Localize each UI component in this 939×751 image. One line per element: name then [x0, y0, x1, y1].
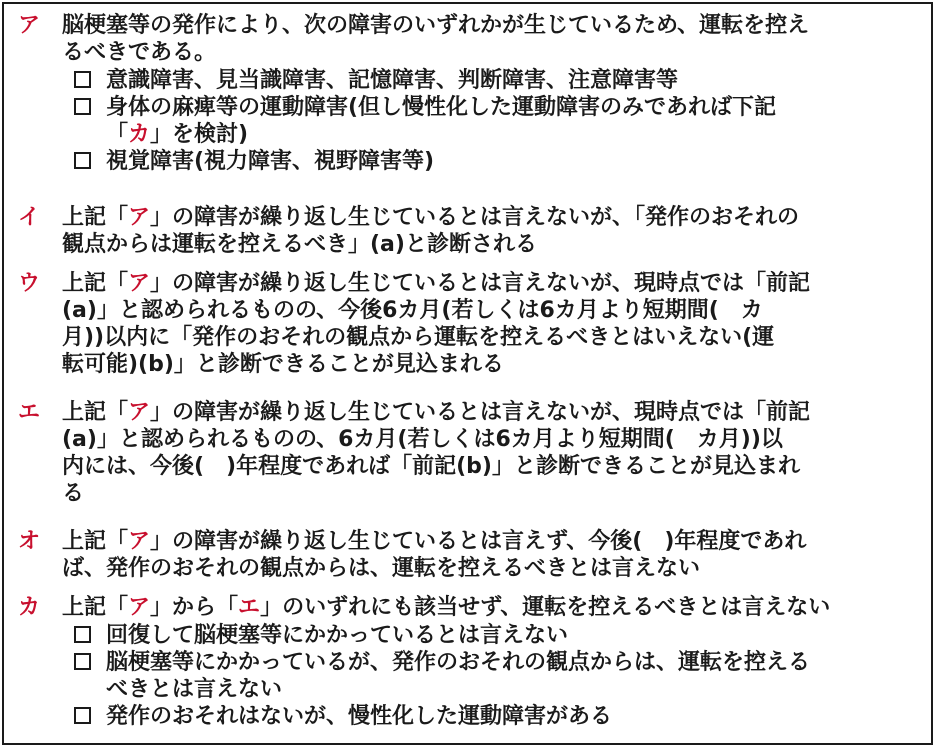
item-mark: ア — [18, 13, 41, 38]
checkbox-icon[interactable] — [74, 653, 91, 670]
item-mark: カ — [18, 595, 41, 620]
item-a — [18, 12, 921, 175]
ref-a: ア — [128, 595, 151, 620]
item-text-line: るべきである。 — [62, 40, 217, 65]
item-ka — [18, 594, 921, 730]
ref-ka: カ — [128, 122, 151, 147]
item-text-line: 脳梗塞等の発作により、次の障害のいずれかが生じているため、運転を控え — [62, 13, 810, 38]
text-prefix: 上記「 — [62, 595, 129, 620]
checklist-item-label: 脳梗塞等にかかっているが、発作のおそれの観点からは、運転を控える — [106, 650, 811, 675]
checkbox-icon[interactable] — [74, 152, 91, 169]
item-text-line: 転可能)(b)」と診断できることが見込まれる — [62, 352, 504, 377]
text-prefix: 上記「 — [62, 400, 129, 425]
checklist — [74, 67, 921, 175]
item-text-line — [62, 594, 921, 621]
ref-a: ア — [128, 529, 151, 554]
item-text-line — [62, 270, 921, 297]
text-rest: 」の障害が繰り返し生じているとは言えないが、「発作のおそれの — [150, 205, 800, 230]
checklist-item[interactable] — [74, 94, 921, 148]
checkbox-icon[interactable] — [74, 71, 91, 88]
text-rest: 」のいずれにも該当せず、運転を控えるべきとは言えない — [260, 595, 831, 620]
text-rest: 」の障害が繰り返し生じているとは言えないが、現時点では「前記 — [150, 400, 811, 425]
item-text-line: (a)」と認められるものの、今後6カ月(若しくは6カ月より短期間( カ — [62, 298, 763, 323]
checklist-item-label: 身体の麻痺等の運動障害(但し慢性化した運動障害のみであれば下記 — [106, 95, 777, 120]
ref-tail: 」を検討) — [150, 122, 249, 147]
item-text-line: 内には、今後( )年程度であれば「前記(b)」と診断できることが見込まれ — [62, 454, 800, 479]
checklist-item[interactable] — [74, 67, 921, 94]
item-text-line: 月))以内に「発作のおそれの観点から運転を控えるべきとはいえない(運 — [62, 325, 775, 350]
checklist-item-label-line2 — [106, 121, 921, 148]
item-o — [18, 528, 921, 582]
checklist-item[interactable] — [74, 649, 921, 703]
item-text-line: (a)」と認められるものの、6カ月(若しくは6カ月より短期間( カ月))以 — [62, 427, 783, 452]
item-mark: エ — [18, 400, 41, 425]
item-text-line: る — [62, 481, 85, 506]
item-text-line — [62, 528, 921, 555]
item-text-line — [62, 204, 921, 231]
checklist-item[interactable] — [74, 703, 921, 730]
item-text-line: ば、発作のおそれの観点からは、運転を控えるべきとは言えない — [62, 556, 701, 581]
text-rest: 」の障害が繰り返し生じているとは言えず、今後( )年程度であれ — [150, 529, 807, 554]
item-u — [18, 270, 921, 378]
text-prefix: 上記「 — [62, 529, 129, 554]
ref-a: ア — [128, 271, 151, 296]
checklist-item-label: 回復して脳梗塞等にかかっているとは言えない — [106, 623, 569, 648]
item-text-line — [62, 399, 921, 426]
text-prefix: 上記「 — [62, 205, 129, 230]
checklist-item-label: 発作のおそれはないが、慢性化した運動障害がある — [106, 704, 613, 729]
item-mark: ウ — [18, 271, 41, 296]
checklist-item-label-line2: べきとは言えない — [106, 677, 283, 702]
text-rest: 」の障害が繰り返し生じているとは言えないが、現時点では「前記 — [150, 271, 811, 296]
text-mid: 」から「 — [150, 595, 239, 620]
checklist-item[interactable] — [74, 622, 921, 649]
checkbox-icon[interactable] — [74, 98, 91, 115]
document-frame — [2, 2, 933, 745]
ref-e: エ — [238, 595, 261, 620]
ref-a: ア — [128, 205, 151, 230]
checkbox-icon[interactable] — [74, 626, 91, 643]
checklist-item-label: 意識障害、見当識障害、記憶障害、判断障害、注意障害等 — [106, 68, 679, 93]
checklist-item-label: 視覚障害(視力障害、視野障害等) — [106, 149, 435, 174]
item-mark: イ — [18, 205, 41, 230]
item-e — [18, 399, 921, 507]
item-i — [18, 204, 921, 258]
bracket-open: 「 — [106, 122, 129, 147]
item-text-line: 観点からは運転を控えるべき」(a)と診断される — [62, 232, 537, 257]
text-prefix: 上記「 — [62, 271, 129, 296]
ref-a: ア — [128, 400, 151, 425]
checklist-item[interactable] — [74, 148, 921, 175]
item-mark: オ — [18, 529, 41, 554]
checkbox-icon[interactable] — [74, 707, 91, 724]
checklist — [74, 622, 921, 730]
